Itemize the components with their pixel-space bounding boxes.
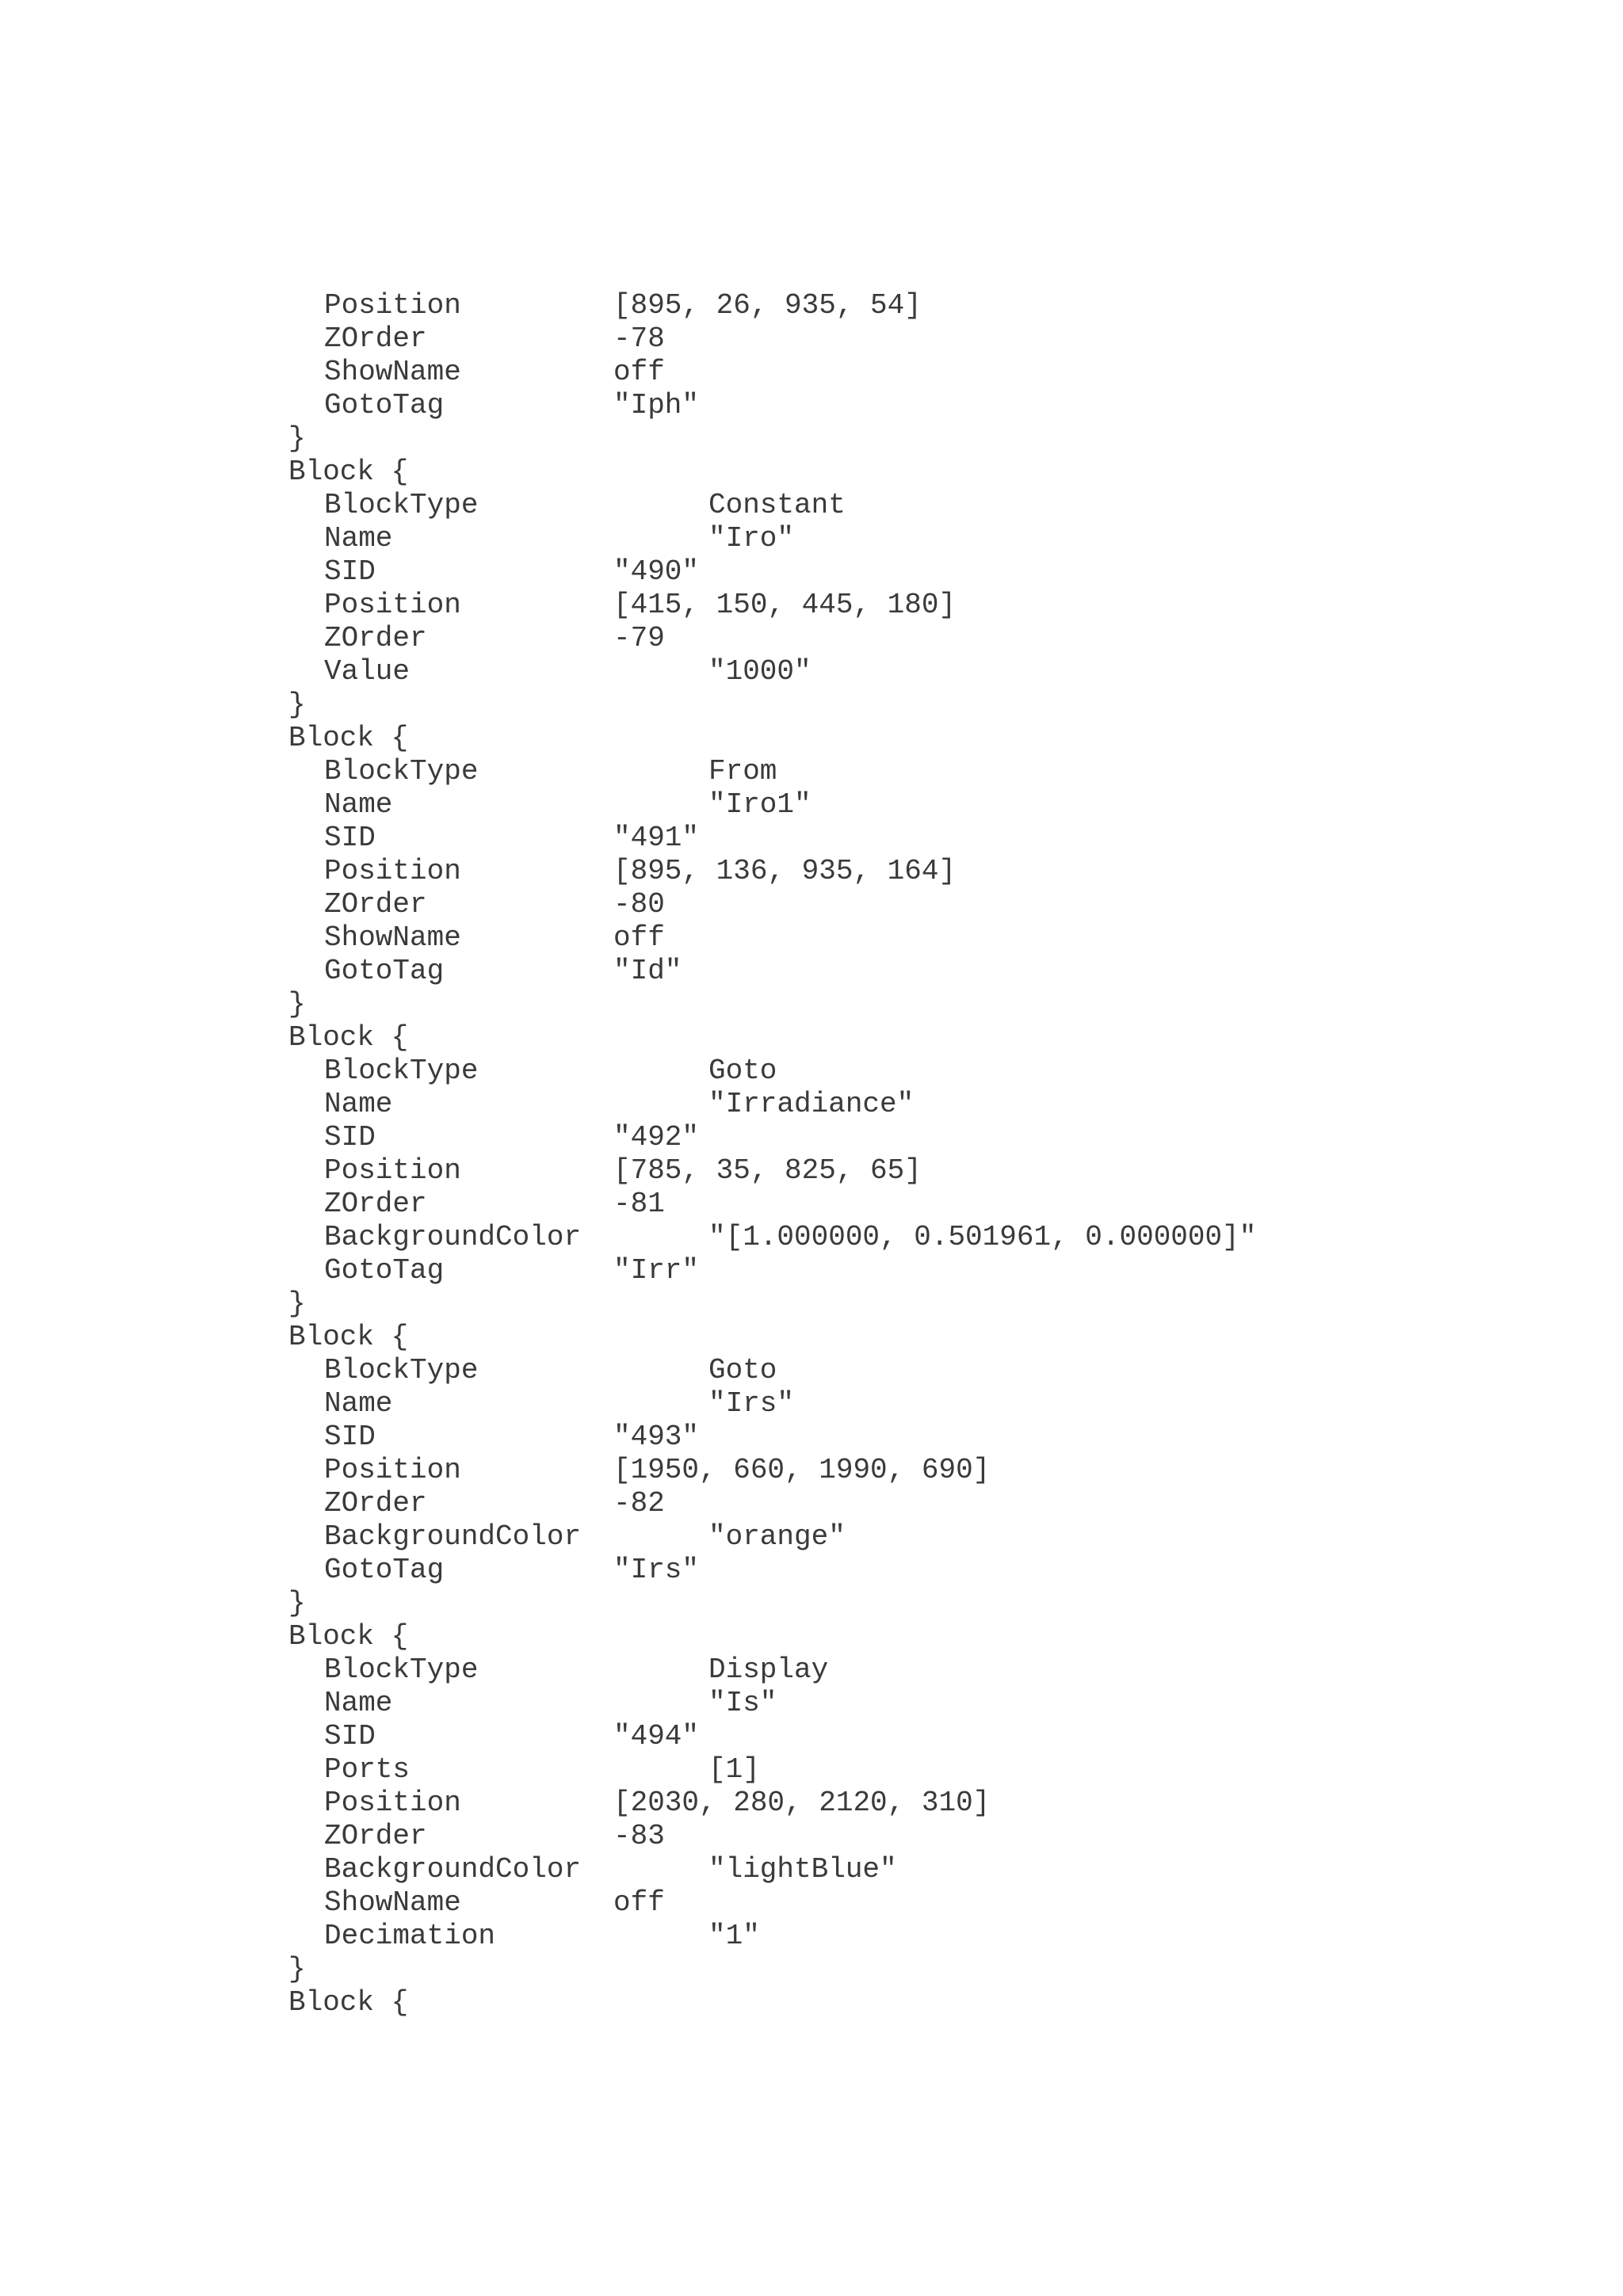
parameter-name: GotoTag [324, 1554, 445, 1586]
parameter-name: ZOrder [324, 1188, 427, 1220]
parameter-value: "1000" [708, 655, 812, 688]
parameter-value: "491" [613, 822, 700, 854]
block-delimiter: } [288, 1287, 306, 1320]
parameter-name: ShowName [324, 356, 461, 388]
parameter-name: Decimation [324, 1920, 496, 1952]
parameter-name: ZOrder [324, 1820, 427, 1852]
block-delimiter: } [288, 988, 306, 1020]
parameter-value: -82 [613, 1487, 665, 1520]
parameter-value: off [613, 1886, 665, 1919]
parameter-value: "orange" [708, 1520, 846, 1553]
parameter-value: -80 [613, 888, 665, 921]
parameter-value: Display [708, 1653, 829, 1686]
parameter-value: "Is" [708, 1687, 777, 1719]
parameter-name: BackgroundColor [324, 1221, 582, 1253]
parameter-value: "Iph" [613, 389, 700, 421]
parameter-name: BlockType [324, 1653, 479, 1686]
parameter-name: GotoTag [324, 955, 445, 987]
parameter-name: BackgroundColor [324, 1520, 582, 1553]
parameter-name: GotoTag [324, 389, 445, 421]
parameter-value: [785, 35, 825, 65] [613, 1154, 922, 1187]
block-delimiter: Block { [288, 1620, 409, 1653]
parameter-value: -79 [613, 622, 665, 654]
parameter-value: "[1.000000, 0.501961, 0.000000]" [708, 1221, 1257, 1253]
parameter-value: Goto [708, 1055, 777, 1087]
block-delimiter: Block { [288, 1021, 409, 1054]
parameter-name: Position [324, 1154, 461, 1187]
parameter-value: "Irs" [708, 1387, 795, 1420]
parameter-name: Position [324, 289, 461, 322]
parameter-name: BlockType [324, 1055, 479, 1087]
parameter-value: From [708, 755, 777, 788]
parameter-value: [1950, 660, 1990, 690] [613, 1454, 991, 1486]
parameter-value: "Id" [613, 955, 682, 987]
parameter-name: Position [324, 1454, 461, 1486]
parameter-name: BlockType [324, 755, 479, 788]
block-delimiter: Block { [288, 1321, 409, 1353]
parameter-name: ZOrder [324, 622, 427, 654]
parameter-name: Ports [324, 1753, 411, 1786]
parameter-name: Position [324, 589, 461, 621]
parameter-value: [1] [708, 1753, 760, 1786]
parameter-value: [2030, 280, 2120, 310] [613, 1787, 991, 1819]
parameter-name: SID [324, 1720, 376, 1753]
parameter-name: Name [324, 1387, 393, 1420]
block-delimiter: } [288, 1953, 306, 1985]
parameter-name: SID [324, 1421, 376, 1453]
parameter-value: "490" [613, 555, 700, 588]
parameter-value: "492" [613, 1121, 700, 1154]
parameter-name: SID [324, 822, 376, 854]
parameter-value: -83 [613, 1820, 665, 1852]
parameter-name: SID [324, 1121, 376, 1154]
parameter-value: [895, 26, 935, 54] [613, 289, 922, 322]
parameter-value: "493" [613, 1421, 700, 1453]
parameter-value: off [613, 921, 665, 954]
parameter-name: ShowName [324, 921, 461, 954]
parameter-name: Name [324, 522, 393, 555]
parameter-name: ZOrder [324, 322, 427, 355]
parameter-name: BlockType [324, 489, 479, 521]
parameter-name: Name [324, 1088, 393, 1120]
parameter-value: "Irradiance" [708, 1088, 915, 1120]
parameter-name: Name [324, 1687, 393, 1719]
parameter-value: [895, 136, 935, 164] [613, 855, 957, 887]
parameter-value: off [613, 356, 665, 388]
parameter-name: ZOrder [324, 888, 427, 921]
parameter-name: ShowName [324, 1886, 461, 1919]
parameter-name: ZOrder [324, 1487, 427, 1520]
block-delimiter: Block { [288, 456, 409, 488]
parameter-value: Goto [708, 1354, 777, 1386]
parameter-name: Name [324, 788, 393, 821]
parameter-name: Position [324, 855, 461, 887]
block-delimiter: Block { [288, 1986, 409, 2019]
parameter-name: SID [324, 555, 376, 588]
parameter-value: "Irr" [613, 1254, 700, 1287]
parameter-name: GotoTag [324, 1254, 445, 1287]
parameter-value: "Irs" [613, 1554, 700, 1586]
parameter-value: "Iro" [708, 522, 795, 555]
block-delimiter: } [288, 688, 306, 721]
block-delimiter: Block { [288, 722, 409, 754]
parameter-value: "Iro1" [708, 788, 812, 821]
parameter-value: "lightBlue" [708, 1853, 897, 1886]
parameter-value: -78 [613, 322, 665, 355]
parameter-value: "1" [708, 1920, 760, 1952]
parameter-value: Constant [708, 489, 846, 521]
block-delimiter: } [288, 1587, 306, 1619]
parameter-value: -81 [613, 1188, 665, 1220]
parameter-value: [415, 150, 445, 180] [613, 589, 957, 621]
parameter-name: Position [324, 1787, 461, 1819]
parameter-name: BlockType [324, 1354, 479, 1386]
parameter-name: BackgroundColor [324, 1853, 582, 1886]
parameter-value: "494" [613, 1720, 700, 1753]
parameter-name: Value [324, 655, 411, 688]
block-delimiter: } [288, 422, 306, 455]
